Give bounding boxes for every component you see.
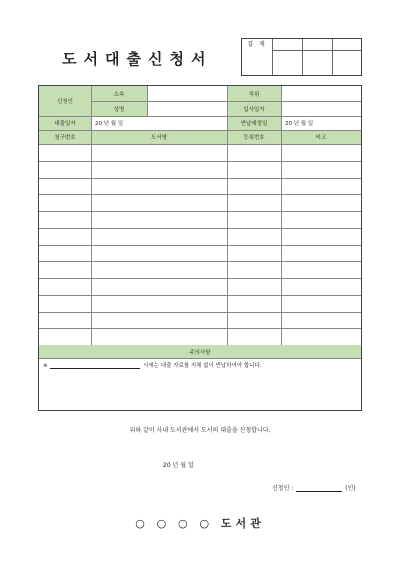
call-number-cell[interactable] xyxy=(39,312,91,329)
reg-number-cell[interactable] xyxy=(227,178,281,195)
grid-line xyxy=(39,358,361,359)
remarks-cell[interactable] xyxy=(281,178,361,195)
grid-line xyxy=(39,144,361,145)
notice-text xyxy=(43,361,262,369)
request-statement: 위와 같이 사내 도서관에서 도서의 대출을 신청합니다. xyxy=(129,427,271,434)
book-title-cell[interactable] xyxy=(91,245,227,262)
call-number-cell[interactable] xyxy=(39,178,91,195)
grid-line xyxy=(39,211,361,212)
dept-label: 소속 xyxy=(91,86,147,101)
return-date-label: 반납예정일 xyxy=(227,116,281,130)
approval-divider xyxy=(302,39,303,75)
call-number-cell[interactable] xyxy=(39,245,91,262)
remarks-cell[interactable] xyxy=(281,328,361,345)
book-title-cell[interactable] xyxy=(91,178,227,195)
grid-line xyxy=(39,245,361,246)
book-title-cell[interactable] xyxy=(91,161,227,178)
position-label: 직위 xyxy=(227,86,281,101)
name-field[interactable] xyxy=(147,101,227,116)
grid-line xyxy=(39,295,361,296)
col-header-remarks: 비고 xyxy=(281,130,361,144)
reg-number-cell[interactable] xyxy=(227,161,281,178)
call-number-cell[interactable] xyxy=(39,278,91,295)
grid-line xyxy=(91,101,361,102)
grid-line xyxy=(39,178,361,179)
call-number-cell[interactable] xyxy=(39,295,91,312)
book-title-cell[interactable] xyxy=(91,261,227,278)
approval-box xyxy=(241,38,362,76)
notice-marker: ※ xyxy=(43,363,48,369)
remarks-cell[interactable] xyxy=(281,194,361,211)
page-title: 도서대출신청서 xyxy=(62,50,213,68)
grid-line xyxy=(91,86,92,345)
return-date-field[interactable]: 20 년 월 일 xyxy=(285,121,314,127)
call-number-cell[interactable] xyxy=(39,161,91,178)
position-field[interactable] xyxy=(281,86,361,101)
hire-date-field[interactable] xyxy=(281,101,361,116)
seal-mark: (인) xyxy=(345,485,356,492)
approval-divider xyxy=(272,39,273,75)
remarks-cell[interactable] xyxy=(281,228,361,245)
remarks-cell[interactable] xyxy=(281,144,361,161)
hire-date-label: 입사일자 xyxy=(227,101,281,116)
approval-divider xyxy=(272,50,361,51)
loan-date-field[interactable]: 20 년 월 일 xyxy=(95,121,124,127)
notice-body: 시에는 대출 자료를 지체 없이 반납하여야 합니다. xyxy=(143,363,262,369)
remarks-cell[interactable] xyxy=(281,295,361,312)
grid-line xyxy=(281,86,282,345)
grid-line xyxy=(39,194,361,195)
remarks-cell[interactable] xyxy=(281,261,361,278)
reg-number-cell[interactable] xyxy=(227,211,281,228)
col-header-book-title: 도서명 xyxy=(91,130,227,144)
dept-field[interactable] xyxy=(147,86,227,101)
book-title-cell[interactable] xyxy=(91,312,227,329)
application-date[interactable]: 20 년 월 일 xyxy=(163,462,194,469)
signer-line xyxy=(272,483,356,492)
book-title-cell[interactable] xyxy=(91,328,227,345)
approval-divider xyxy=(332,39,333,75)
remarks-cell[interactable] xyxy=(281,161,361,178)
signer-name-field[interactable] xyxy=(296,485,342,492)
grid-line xyxy=(39,130,361,131)
call-number-cell[interactable] xyxy=(39,228,91,245)
book-title-cell[interactable] xyxy=(91,228,227,245)
call-number-cell[interactable] xyxy=(39,211,91,228)
col-header-reg-number: 등록번호 xyxy=(227,130,281,144)
reg-number-cell[interactable] xyxy=(227,278,281,295)
reg-number-cell[interactable] xyxy=(227,144,281,161)
reg-number-cell[interactable] xyxy=(227,295,281,312)
grid-line xyxy=(39,261,361,262)
book-title-cell[interactable] xyxy=(91,194,227,211)
call-number-cell[interactable] xyxy=(39,261,91,278)
grid-line xyxy=(39,228,361,229)
loan-date-label: 대출일자 xyxy=(39,116,91,130)
grid-line xyxy=(147,86,148,116)
book-title-cell[interactable] xyxy=(91,211,227,228)
call-number-cell[interactable] xyxy=(39,328,91,345)
reg-number-cell[interactable] xyxy=(227,328,281,345)
remarks-cell[interactable] xyxy=(281,211,361,228)
reg-number-cell[interactable] xyxy=(227,261,281,278)
name-label: 성명 xyxy=(91,101,147,116)
library-name: ○ ○ ○ ○ 도서관 xyxy=(135,517,265,530)
book-title-cell[interactable] xyxy=(91,144,227,161)
reg-number-cell[interactable] xyxy=(227,194,281,211)
remarks-cell[interactable] xyxy=(281,278,361,295)
loan-form xyxy=(38,85,362,411)
grid-line xyxy=(39,278,361,279)
book-title-cell[interactable] xyxy=(91,278,227,295)
grid-line xyxy=(227,86,228,345)
reg-number-cell[interactable] xyxy=(227,245,281,262)
remarks-cell[interactable] xyxy=(281,312,361,329)
reg-number-cell[interactable] xyxy=(227,228,281,245)
call-number-cell[interactable] xyxy=(39,194,91,211)
signer-label: 신청인 : xyxy=(272,485,294,492)
book-title-cell[interactable] xyxy=(91,295,227,312)
col-header-call-number: 청구번호 xyxy=(39,130,91,144)
grid-line xyxy=(39,116,361,117)
grid-line xyxy=(39,312,361,313)
notice-blank[interactable] xyxy=(50,362,140,369)
remarks-cell[interactable] xyxy=(281,245,361,262)
call-number-cell[interactable] xyxy=(39,144,91,161)
approval-header: 결 재 xyxy=(247,41,267,48)
grid-line xyxy=(39,161,361,162)
notice-header: 주의사항 xyxy=(39,345,361,358)
reg-number-cell[interactable] xyxy=(227,312,281,329)
applicant-label: 신청인 xyxy=(39,86,91,116)
grid-line xyxy=(39,328,361,329)
